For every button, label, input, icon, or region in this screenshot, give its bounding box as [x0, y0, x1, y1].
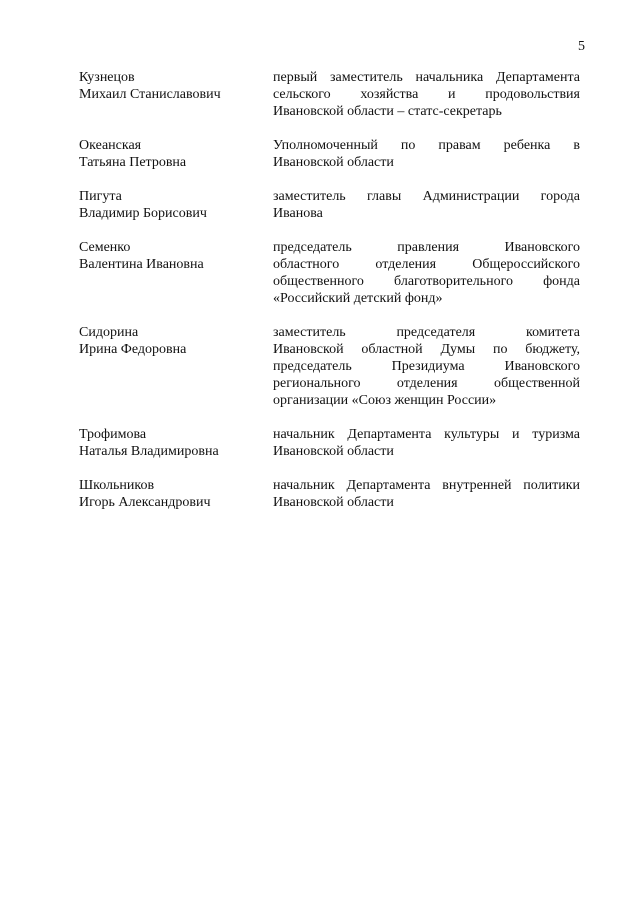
member-given-name: Игорь Александрович [79, 495, 211, 510]
page-number: 5 [578, 39, 585, 54]
role-line: «Российский детский фонд» [273, 291, 443, 306]
member-role [273, 477, 580, 511]
member-role [273, 324, 580, 409]
member-entry [79, 426, 580, 460]
role-line: Ивановской области [273, 155, 394, 170]
role-line: заместитель главы Администрации города [273, 189, 580, 204]
member-name [79, 477, 273, 511]
member-role [273, 69, 580, 120]
member-name [79, 137, 273, 171]
member-surname: Кузнецов [79, 70, 135, 85]
role-line: регионального отделения общественной [273, 376, 580, 391]
member-entry [79, 239, 580, 307]
member-surname: Школьников [79, 478, 155, 493]
member-given-name: Владимир Борисович [79, 206, 207, 221]
member-given-name: Михаил Станиславович [79, 87, 221, 102]
role-line: председатель правления Ивановского [273, 240, 580, 255]
role-line: общественного благотворительного фонда [273, 274, 580, 289]
member-entry [79, 137, 580, 171]
member-name [79, 324, 273, 409]
member-given-name: Валентина Ивановна [79, 257, 204, 272]
member-name [79, 188, 273, 222]
role-line: Ивановской области [273, 444, 394, 459]
member-given-name: Наталья Владимировна [79, 444, 219, 459]
member-name [79, 426, 273, 460]
role-line: организации «Союз женщин России» [273, 393, 497, 408]
member-surname: Океанская [79, 138, 142, 153]
member-entry [79, 477, 580, 511]
member-entry [79, 188, 580, 222]
member-entry [79, 69, 580, 120]
member-surname: Сидорина [79, 325, 139, 340]
role-line: Ивановской областной Думы по бюджету, [273, 342, 580, 357]
role-line: начальник Департамента культуры и туризма [273, 427, 580, 442]
role-line: Ивановской области [273, 495, 394, 510]
role-line: начальник Департамента внутренней политики [273, 478, 580, 493]
member-role [273, 426, 580, 460]
member-name [79, 239, 273, 307]
member-surname: Пигута [79, 189, 122, 204]
role-line: Уполномоченный по правам ребенка в [273, 138, 580, 153]
role-line: заместитель председателя комитета [273, 325, 580, 340]
member-entry [79, 324, 580, 409]
member-given-name: Ирина Федоровна [79, 342, 187, 357]
member-surname: Семенко [79, 240, 131, 255]
member-given-name: Татьяна Петровна [79, 155, 187, 170]
role-line: сельского хозяйства и продовольствия [273, 87, 580, 102]
role-line: первый заместитель начальника Департамента [273, 70, 580, 85]
role-line: Ивановской области – статс-секретарь [273, 104, 502, 119]
member-role [273, 188, 580, 222]
member-role [273, 137, 580, 171]
member-list [79, 69, 580, 528]
role-line: областного отделения Общероссийского [273, 257, 580, 272]
role-line: председатель Президиума Ивановского [273, 359, 580, 374]
member-surname: Трофимова [79, 427, 147, 442]
member-name [79, 69, 273, 120]
role-line: Иванова [273, 206, 323, 221]
member-role [273, 239, 580, 307]
